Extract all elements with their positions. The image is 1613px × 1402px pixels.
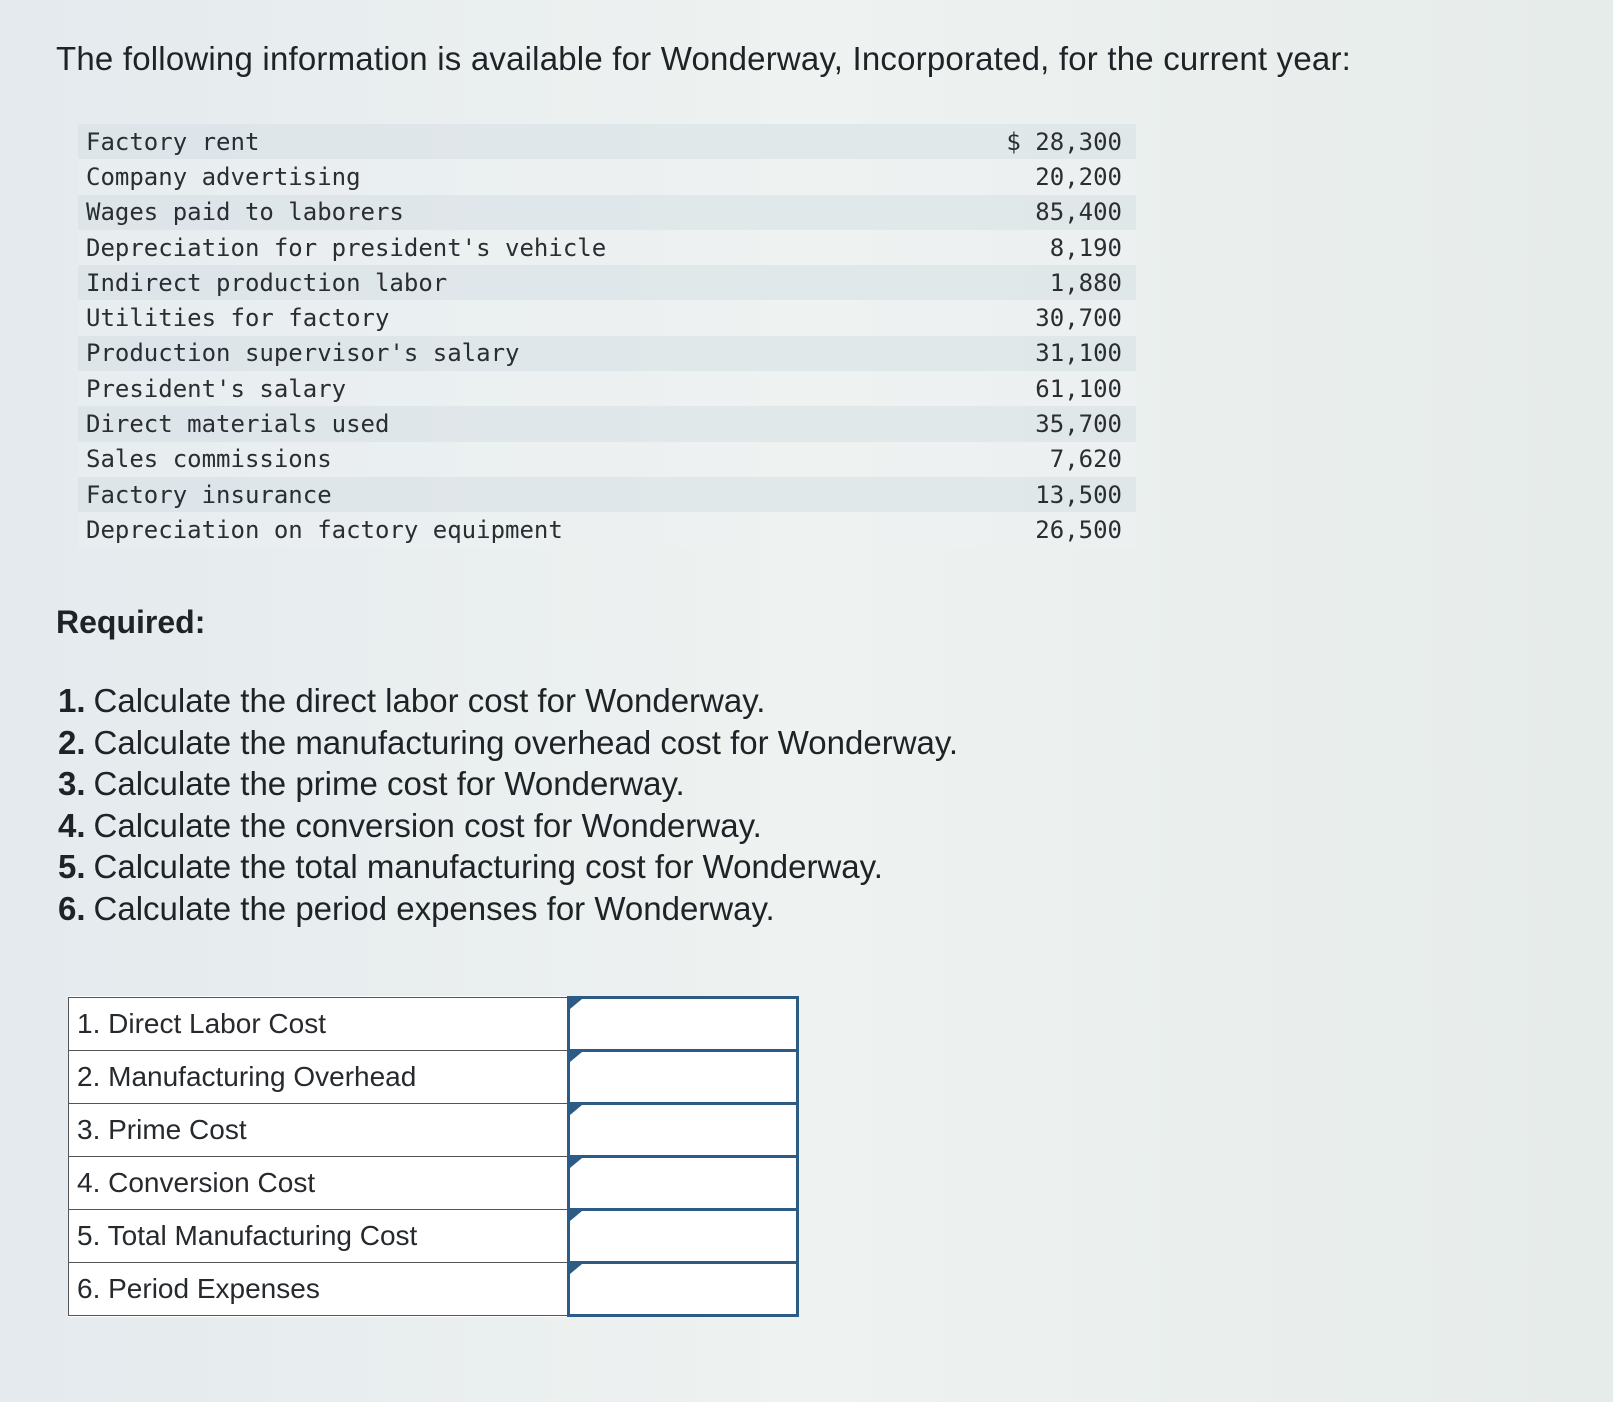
requirement-text: Calculate the period expenses for Wonderway. [93, 889, 775, 927]
answer-cell [569, 998, 798, 1051]
item-label: Indirect production labor [86, 268, 448, 297]
item-amount: 31,100 [1035, 339, 1122, 368]
requirement-number: 2. [58, 723, 86, 761]
answer-table [68, 996, 799, 1317]
input-marker-icon [570, 1105, 582, 1115]
data-row [78, 477, 1136, 512]
requirement-text: Calculate the conversion cost for Wonderway. [93, 806, 762, 844]
item-label: Factory insurance [86, 480, 332, 509]
total-manufacturing-cost-input[interactable] [570, 1213, 796, 1259]
requirement-item [58, 722, 958, 764]
data-row [78, 442, 1136, 477]
requirement-number: 3. [58, 765, 86, 802]
answer-row-direct-labor [69, 998, 798, 1051]
requirement-text: Calculate the direct labor cost for Wonderway. [93, 682, 766, 719]
requirement-number: 1. [58, 682, 86, 719]
direct-labor-cost-input[interactable] [570, 1001, 796, 1047]
answer-label: 6. Period Expenses [69, 1263, 569, 1316]
answer-label: 4. Conversion Cost [69, 1157, 569, 1210]
data-row [78, 406, 1136, 441]
item-label: President's salary [86, 374, 347, 403]
item-label: Wages paid to laborers [86, 198, 404, 227]
problem-intro: The following information is available for Wonderway, Incorporated, for the current year: [56, 40, 1352, 77]
item-label: Sales commissions [86, 445, 332, 474]
required-heading: Required: [56, 604, 206, 640]
answer-label: 2. Manufacturing Overhead [69, 1051, 569, 1104]
item-label: Company advertising [86, 162, 361, 191]
item-amount: 61,100 [1035, 374, 1122, 403]
input-marker-icon [570, 1264, 582, 1274]
data-row [78, 265, 1136, 300]
requirement-item [58, 680, 958, 722]
item-amount: 85,400 [1035, 198, 1122, 227]
requirement-number: 4. [58, 806, 86, 844]
input-marker-icon [570, 1052, 582, 1062]
data-row [78, 371, 1136, 406]
requirement-number: 5. [58, 848, 86, 885]
requirement-item [58, 805, 958, 847]
requirement-text: Calculate the prime cost for Wonderway. [93, 765, 685, 802]
cost-data-table [78, 124, 1136, 548]
data-row [78, 336, 1136, 371]
answer-cell [569, 1104, 798, 1157]
data-row [78, 230, 1136, 265]
requirement-item [58, 888, 958, 930]
answer-row-conversion-cost [69, 1157, 798, 1210]
answer-cell [569, 1157, 798, 1210]
input-marker-icon [570, 999, 582, 1009]
item-amount: 7,620 [1049, 445, 1122, 474]
answer-row-prime-cost [69, 1104, 798, 1157]
answer-label: 3. Prime Cost [69, 1104, 569, 1157]
item-label: Direct materials used [86, 410, 390, 439]
data-row [78, 159, 1136, 194]
item-label: Factory rent [86, 127, 260, 156]
prime-cost-input[interactable] [570, 1107, 796, 1153]
answer-cell [569, 1051, 798, 1104]
answer-row-overhead [69, 1051, 798, 1104]
requirements-list [58, 680, 958, 929]
period-expenses-input[interactable] [570, 1266, 796, 1312]
item-label: Production supervisor's salary [86, 339, 520, 368]
item-label: Utilities for factory [86, 304, 390, 333]
item-amount: 8,190 [1049, 233, 1122, 262]
requirement-item [58, 763, 958, 805]
data-row [78, 300, 1136, 335]
answer-row-total-manufacturing [69, 1210, 798, 1263]
answer-cell [569, 1210, 798, 1263]
requirement-text: Calculate the total manufacturing cost for Wonderway. [93, 848, 883, 885]
item-label: Depreciation on factory equipment [86, 515, 563, 544]
item-label: Depreciation for president's vehicle [86, 233, 607, 262]
item-amount: 1,880 [1049, 268, 1122, 297]
conversion-cost-input[interactable] [570, 1160, 796, 1206]
input-marker-icon [570, 1211, 582, 1221]
item-amount: 26,500 [1035, 515, 1122, 544]
data-row [78, 512, 1136, 547]
answer-cell [569, 1263, 798, 1316]
item-amount: 20,200 [1035, 162, 1122, 191]
answer-label: 1. Direct Labor Cost [69, 998, 569, 1051]
requirement-number: 6. [58, 889, 86, 927]
answer-label: 5. Total Manufacturing Cost [69, 1210, 569, 1263]
item-amount: 13,500 [1035, 480, 1122, 509]
data-row [78, 124, 1136, 159]
requirement-text: Calculate the manufacturing overhead cost for Wonderway. [93, 723, 959, 761]
item-amount: $ 28,300 [1006, 127, 1122, 156]
data-row [78, 195, 1136, 230]
manufacturing-overhead-input[interactable] [570, 1054, 796, 1100]
item-amount: 30,700 [1035, 304, 1122, 333]
item-amount: 35,700 [1035, 410, 1122, 439]
answer-row-period-expenses [69, 1263, 798, 1316]
input-marker-icon [570, 1158, 582, 1168]
requirement-item [58, 846, 958, 888]
